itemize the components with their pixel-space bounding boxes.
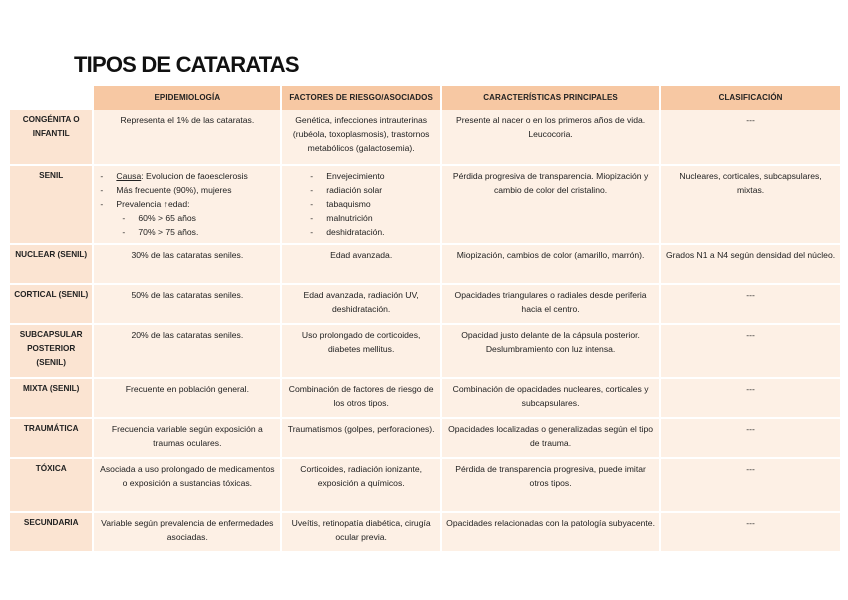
row-type: TRAUMÁTICA xyxy=(10,419,92,459)
cell-factores: Genética, infecciones intrauterinas (rubéola, toxoplasmosis), trastornos metabólicos (galactosemia). xyxy=(282,110,440,166)
list-item: - tabaquismo xyxy=(308,197,436,211)
header-clasificacion: CLASIFICACIÓN xyxy=(661,86,840,110)
cell-clasificacion: --- xyxy=(661,379,840,419)
cell-factores: Edad avanzada. xyxy=(282,245,440,285)
table-row xyxy=(10,459,840,513)
row-type: SUBCAPSULAR POSTERIOR (SENIL) xyxy=(10,325,92,379)
cell-epidemiologia xyxy=(94,166,280,245)
table-row xyxy=(10,285,840,325)
row-type: CONGÉNITA O INFANTIL xyxy=(10,110,92,166)
list-item: - Prevalencia ↑edad: xyxy=(98,197,276,211)
cell-epidemiologia: Frecuencia variable según exposición a traumas oculares. xyxy=(94,419,280,459)
cell-epidemiologia: Representa el 1% de las cataratas. xyxy=(94,110,280,166)
cell-caracteristicas: Presente al nacer o en los primeros años de vida. Leucocoria. xyxy=(442,110,659,166)
cell-factores: Combinación de factores de riesgo de los otros tipos. xyxy=(282,379,440,419)
page-title: TIPOS DE CATARATAS xyxy=(74,52,299,77)
list-item: - deshidratación. xyxy=(308,225,436,239)
table-row xyxy=(10,379,840,419)
factors-list xyxy=(286,169,436,239)
table-row xyxy=(10,419,840,459)
cell-caracteristicas: Opacidades relacionadas con la patología subyacente. xyxy=(442,513,659,553)
cell-caracteristicas: Opacidad justo delante de la cápsula posterior. Deslumbramiento con luz intensa. xyxy=(442,325,659,379)
cell-clasificacion: --- xyxy=(661,110,840,166)
cell-caracteristicas: Opacidades triangulares o radiales desde periferia hacia el centro. xyxy=(442,285,659,325)
cell-clasificacion: Grados N1 a N4 según densidad del núcleo. xyxy=(661,245,840,285)
cell-clasificacion: Nucleares, corticales, subcapsulares, mixtas. xyxy=(661,166,840,245)
cell-epidemiologia: 20% de las cataratas seniles. xyxy=(94,325,280,379)
cell-epidemiologia: Variable según prevalencia de enfermedades asociadas. xyxy=(94,513,280,553)
cell-factores: Traumatismos (golpes, perforaciones). xyxy=(282,419,440,459)
list-item: - 60% > 65 años xyxy=(120,211,276,225)
cataract-types-table xyxy=(8,86,842,553)
cell-factores: Uveítis, retinopatía diabética, cirugía ocular previa. xyxy=(282,513,440,553)
cell-epidemiologia: Frecuente en población general. xyxy=(94,379,280,419)
cell-clasificacion: --- xyxy=(661,285,840,325)
cell-caracteristicas: Miopización, cambios de color (amarillo, marrón). xyxy=(442,245,659,285)
row-type: SECUNDARIA xyxy=(10,513,92,553)
cell-factores: Edad avanzada, radiación UV, deshidratación. xyxy=(282,285,440,325)
cell-caracteristicas: Pérdida de transparencia progresiva, puede imitar otros tipos. xyxy=(442,459,659,513)
header-caracteristicas: CARACTERÍSTICAS PRINCIPALES xyxy=(442,86,659,110)
cell-clasificacion: --- xyxy=(661,459,840,513)
epi-sublist xyxy=(98,211,276,239)
row-type: MIXTA (SENIL) xyxy=(10,379,92,419)
header-blank xyxy=(10,86,92,110)
cell-epidemiologia: 50% de las cataratas seniles. xyxy=(94,285,280,325)
cell-clasificacion: --- xyxy=(661,513,840,553)
cell-epidemiologia: 30% de las cataratas seniles. xyxy=(94,245,280,285)
table-row xyxy=(10,245,840,285)
list-item xyxy=(98,169,276,183)
cell-factores: Corticoides, radiación ionizante, exposición a químicos. xyxy=(282,459,440,513)
table-row xyxy=(10,110,840,166)
cell-factores xyxy=(282,166,440,245)
cell-factores: Uso prolongado de corticoides, diabetes mellitus. xyxy=(282,325,440,379)
cell-clasificacion: --- xyxy=(661,419,840,459)
cell-caracteristicas: Combinación de opacidades nucleares, corticales y subcapsulares. xyxy=(442,379,659,419)
cell-caracteristicas: Opacidades localizadas o generalizadas según el tipo de trauma. xyxy=(442,419,659,459)
header-epidemiologia: EPIDEMIOLOGÍA xyxy=(94,86,280,110)
table-row xyxy=(10,325,840,379)
causa-text: : Evolucion de faoesclerosis xyxy=(141,171,248,181)
row-type: SENIL xyxy=(10,166,92,245)
causa-label: Causa xyxy=(116,171,142,181)
cell-clasificacion: --- xyxy=(661,325,840,379)
epi-list xyxy=(98,169,276,211)
cell-caracteristicas: Pérdida progresiva de transparencia. Miopización y cambio de color del cristalino. xyxy=(442,166,659,245)
list-item: - Envejecimiento xyxy=(308,169,436,183)
header-factores: FACTORES DE RIESGO/ASOCIADOS xyxy=(282,86,440,110)
cell-epidemiologia: Asociada a uso prolongado de medicamentos o exposición a sustancias tóxicas. xyxy=(94,459,280,513)
list-item: - malnutrición xyxy=(308,211,436,225)
table-row xyxy=(10,166,840,245)
row-type: NUCLEAR (SENIL) xyxy=(10,245,92,285)
row-type: CORTICAL (SENIL) xyxy=(10,285,92,325)
table-row xyxy=(10,513,840,553)
row-type: TÓXICA xyxy=(10,459,92,513)
list-item: - 70% > 75 años. xyxy=(120,225,276,239)
list-item: - radiación solar xyxy=(308,183,436,197)
header-row xyxy=(10,86,840,110)
list-item: - Más frecuente (90%), mujeres xyxy=(98,183,276,197)
